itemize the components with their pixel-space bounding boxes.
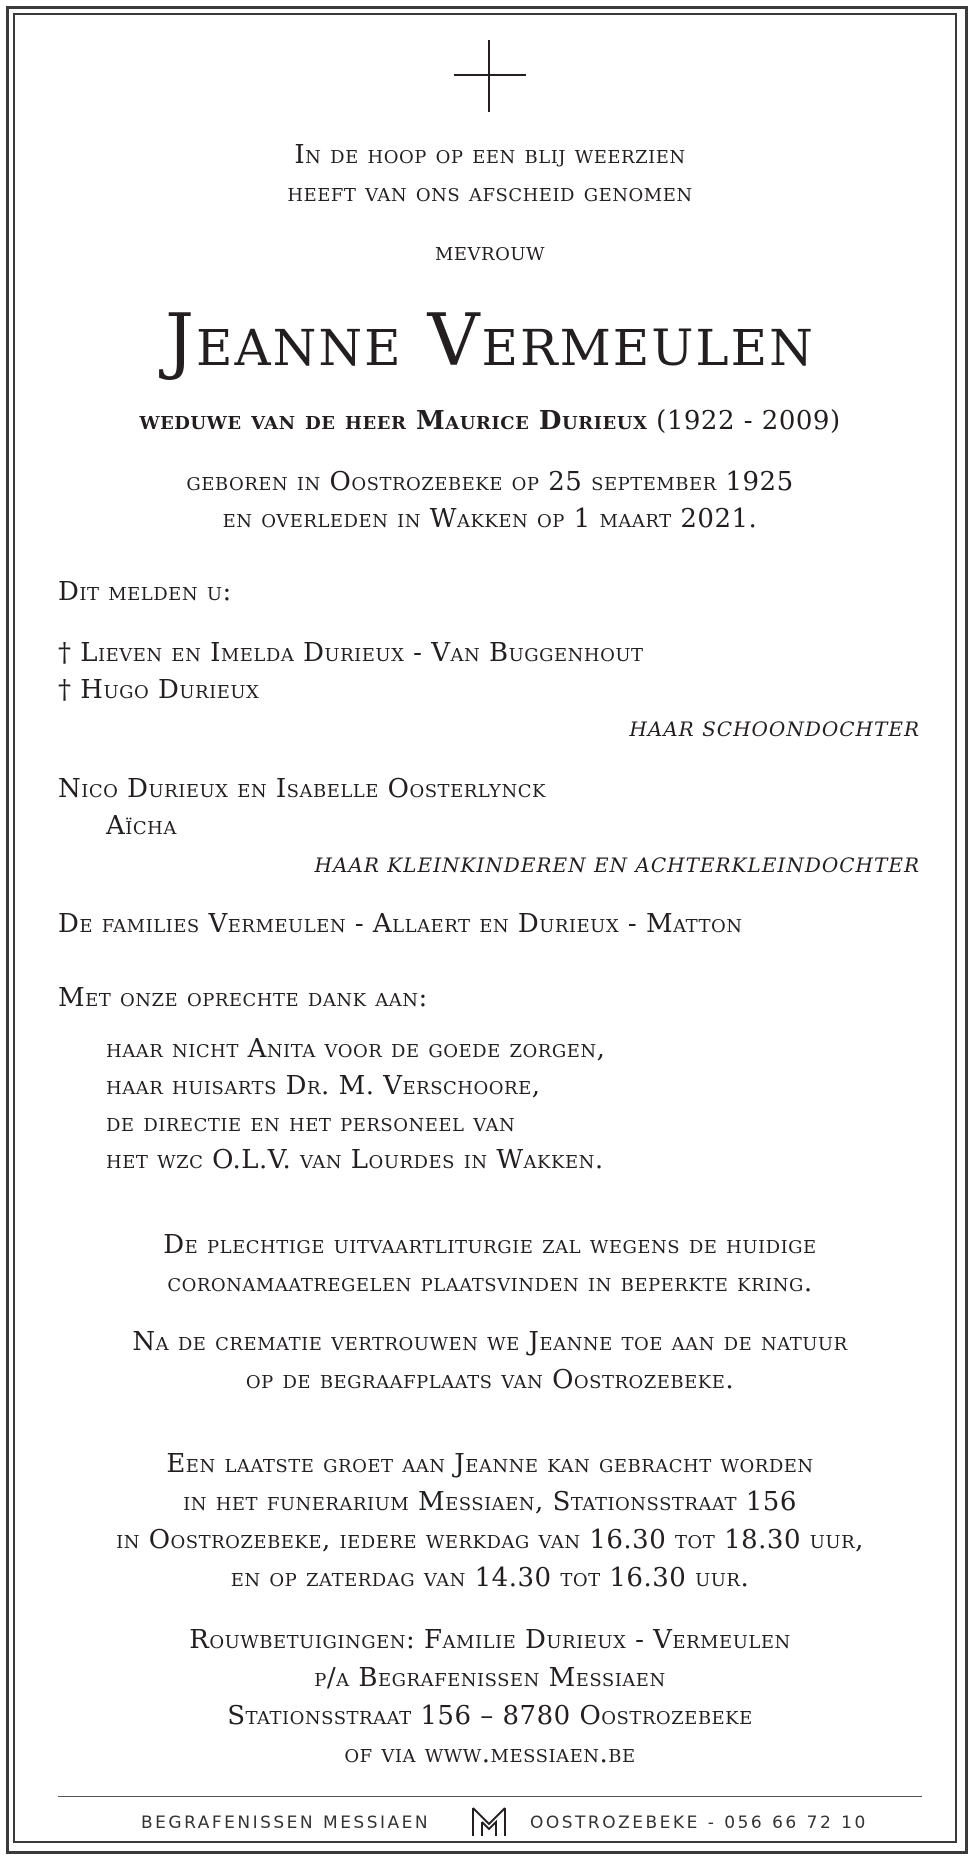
widow-line: [0, 405, 980, 437]
died-line: en overleden in Wakken op 1 maart 2021.: [222, 504, 758, 534]
born-line: geboren in Oostrozebeke op 25 september 1925: [186, 467, 794, 497]
ceremony-line: op de begraafplaats van Oostrozebeke.: [245, 1365, 735, 1395]
visitation-line: en op zaterdag van 14.30 tot 16.30 uur.: [230, 1563, 750, 1593]
widow-years: (1922 - 2009): [656, 406, 841, 436]
ceremony-line: coronamaatregelen plaatsvinden in beperkte kring.: [167, 1268, 813, 1298]
thanks-line: haar nicht Anita voor de goede zorgen,: [106, 1034, 606, 1064]
deceased-name: Jeanne Vermeulen: [165, 298, 815, 382]
visitation-line: in Oostrozebeke, iedere werkdag van 16.30 tot 18.30 uur,: [116, 1525, 864, 1555]
thanks-line: het wzc O.L.V. van Lourdes in Wakken.: [106, 1145, 604, 1175]
footer-contact: OOSTROZEBEKE - 056 66 72 10: [530, 1813, 868, 1833]
ceremony-line: Na de crematie vertrouwen we Jeanne toe aan de natuur: [132, 1327, 848, 1357]
announcers-intro: Dit melden u:: [58, 577, 232, 607]
visitation-line: Een laatste groet aan Jeanne kan gebracht worden: [166, 1449, 814, 1479]
thanks-line: de directie en het personeel van: [106, 1108, 516, 1138]
role-label: HAAR KLEINKINDEREN EN ACHTERKLEINDOCHTER: [314, 853, 920, 877]
announcer-line: Aïcha: [106, 811, 177, 841]
thanks-intro: Met onze oprechte dank aan:: [58, 983, 428, 1013]
visitation-line: in het funerarium Messiaen, Stationsstraat 156: [183, 1487, 797, 1517]
announcer-line: † Lieven en Imelda Durieux - Van Buggenhout: [58, 638, 644, 668]
thanks-line: haar huisarts Dr. M. Verschoore,: [106, 1071, 541, 1101]
ceremony-line: De plechtige uitvaartliturgie zal wegens de huidige: [163, 1230, 817, 1260]
role-label: HAAR SCHOONDOCHTER: [629, 717, 920, 741]
announcer-line: Nico Durieux en Isabelle Oosterlynck: [58, 774, 546, 804]
intro-line-1: In de hoop op een blij weerzien: [294, 140, 686, 170]
condolence-line: of via www.messiaen.be: [344, 1739, 636, 1769]
intro-line-2: heeft van ons afscheid genomen: [287, 178, 693, 208]
footer-divider: [58, 1796, 922, 1797]
title-prefix: mevrouw: [434, 237, 546, 267]
families-line: De families Vermeulen - Allaert en Durieux - Matton: [58, 909, 743, 939]
footer-company: BEGRAFENISSEN MESSIAEN: [141, 1813, 431, 1833]
messiaen-logo-icon: [470, 1806, 508, 1838]
condolence-line: p/a Begrafenissen Messiaen: [314, 1663, 666, 1693]
condolence-line: Rouwbetuigingen: Familie Durieux - Vermeulen: [189, 1625, 791, 1655]
announcer-line: † Hugo Durieux: [58, 675, 260, 705]
cross-icon: [454, 40, 526, 112]
widow-text: weduwe van de heer Maurice Durieux: [139, 406, 648, 436]
condolence-line: Stationsstraat 156 – 8780 Oostrozebeke: [227, 1701, 753, 1731]
